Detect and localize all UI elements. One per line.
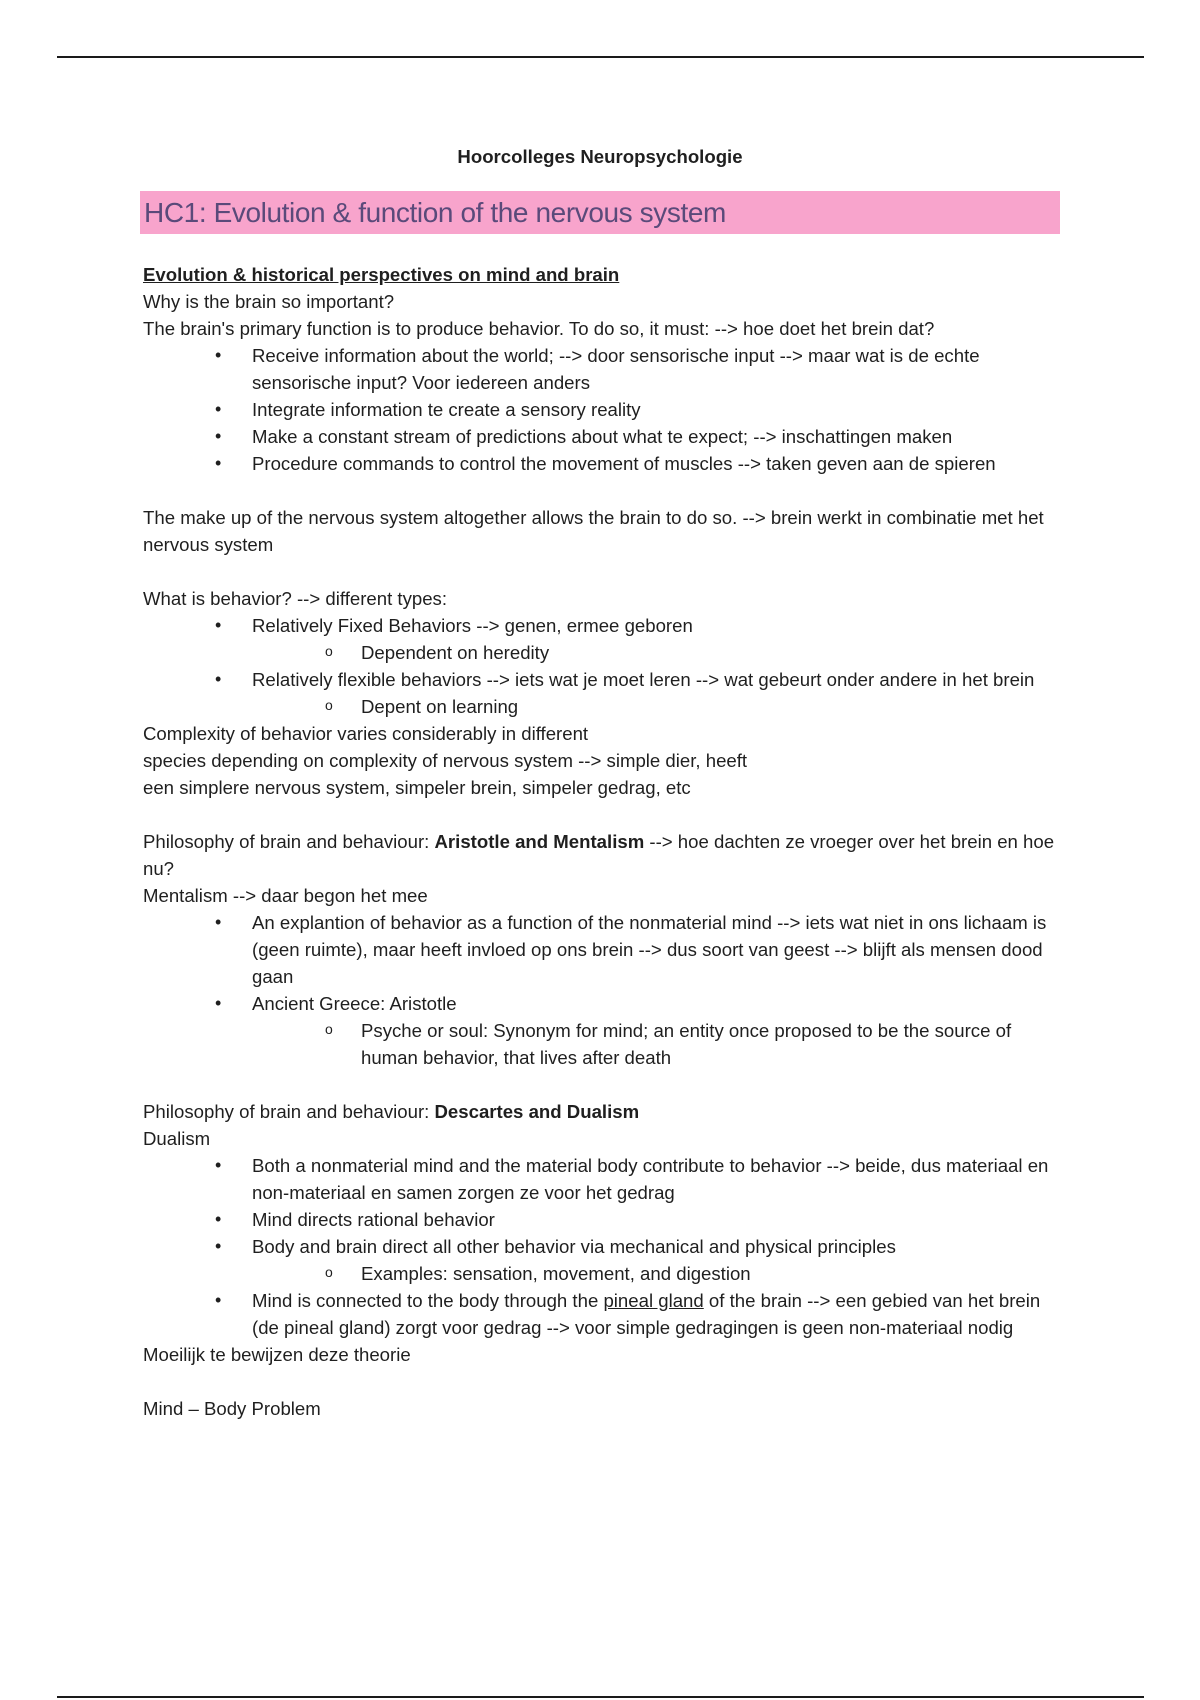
section-heading: HC1: Evolution & function of the nervous system	[144, 197, 726, 228]
text-line: een simplere nervous system, simpeler brein, simpeler gedrag, etc	[143, 777, 691, 798]
spacer	[143, 1071, 1063, 1098]
sub-list	[252, 1260, 1063, 1287]
mentalism-line: Mentalism --> daar begon het mee	[143, 885, 428, 906]
list-item: • Ancient Greece: Aristotle o Psyche or soul: Synonym for mind; an entity once proposed to be the source of human behavior, that lives after death	[143, 990, 1063, 1071]
sub-list-item: o Depent on learning	[252, 693, 1063, 720]
spacer	[143, 558, 1063, 585]
list-item: • Relatively flexible behaviors --> iets wat je moet leren --> wat gebeurt onder andere in het brein o Depent on learning	[143, 666, 1063, 720]
list-item: • Procedure commands to control the movement of muscles --> taken geven aan de spieren	[143, 450, 1063, 477]
text-line: Complexity of behavior varies considerably in different	[143, 723, 589, 744]
subheading: Evolution & historical perspectives on mind and brain	[143, 264, 620, 285]
section-heading-banner	[140, 191, 1060, 234]
sub-list	[252, 1017, 1063, 1071]
sub-list-item: o Examples: sensation, movement, and digestion	[252, 1260, 1063, 1287]
mentalism-intro: Philosophy of brain and behaviour: Aristotle and Mentalism --> hoe dachten ze vroeger over het brein en hoe nu?	[143, 831, 1055, 879]
question-line: Why is the brain so important?	[143, 291, 395, 312]
list-item: • Make a constant stream of predictions about what te expect; --> inschattingen maken	[143, 423, 1063, 450]
pineal-gland-term: pineal gland	[603, 1290, 704, 1311]
list-item: • Relatively Fixed Behaviors --> genen, ermee geboren o Dependent on heredity	[143, 612, 1063, 666]
conclusion-line: Moeilijk te bewijzen deze theorie	[143, 1344, 411, 1365]
mentalism-list	[143, 909, 1063, 1071]
sub-list	[252, 639, 1063, 666]
list-item: • Body and brain direct all other behavior via mechanical and physical principles o Examples: sensation, movement, and digestion	[143, 1233, 1063, 1287]
mind-body-heading: Mind – Body Problem	[143, 1398, 321, 1419]
list-item: • Integrate information te create a sensory reality	[143, 396, 1063, 423]
function-list	[143, 342, 1063, 477]
dualism-line: Dualism	[143, 1128, 211, 1149]
intro-line: The brain's primary function is to produce behavior. To do so, it must: --> hoe doet het brein dat?	[143, 318, 935, 339]
bottom-rule	[57, 1696, 1144, 1698]
paragraph: The make up of the nervous system altogether allows the brain to do so. --> brein werkt in combinatie met het nervous system	[143, 507, 1044, 555]
list-item: • Mind is connected to the body through the pineal gland of the brain --> een gebied van het brein (de pineal gland) zorgt voor gedrag --> voor simple gedragingen is geen non-materiaal nodig	[143, 1287, 1063, 1341]
sub-list-item: o Dependent on heredity	[252, 639, 1063, 666]
spacer	[143, 801, 1063, 828]
spacer	[143, 1368, 1063, 1395]
page-content	[143, 143, 1063, 1422]
behavior-list	[143, 612, 1063, 720]
sub-list-item: o Psyche or soul: Synonym for mind; an entity once proposed to be the source of human behavior, that lives after death	[252, 1017, 1063, 1071]
spacer	[143, 477, 1063, 504]
dualism-intro: Philosophy of brain and behaviour: Descartes and Dualism	[143, 1101, 640, 1122]
list-item: • Both a nonmaterial mind and the material body contribute to behavior --> beide, dus materiaal en non-materiaal en samen zorgen ze voor het gedrag	[143, 1152, 1063, 1206]
list-item: • An explantion of behavior as a function of the nonmaterial mind --> iets wat niet in ons lichaam is (geen ruimte), maar heeft invloed op ons brein --> dus soort van geest --> blijft als mensen dood gaan	[143, 909, 1063, 990]
document-title: Hoorcolleges Neuropsychologie	[457, 146, 743, 167]
list-item: • Receive information about the world; --> door sensorische input --> maar wat is de echte sensorische input? Voor iedereen anders	[143, 342, 1063, 396]
sub-list	[252, 693, 1063, 720]
top-rule	[57, 56, 1144, 58]
dualism-list	[143, 1152, 1063, 1341]
behavior-intro: What is behavior? --> different types:	[143, 588, 448, 609]
text-line: species depending on complexity of nervous system --> simple dier, heeft	[143, 750, 748, 771]
list-item: • Mind directs rational behavior	[143, 1206, 1063, 1233]
